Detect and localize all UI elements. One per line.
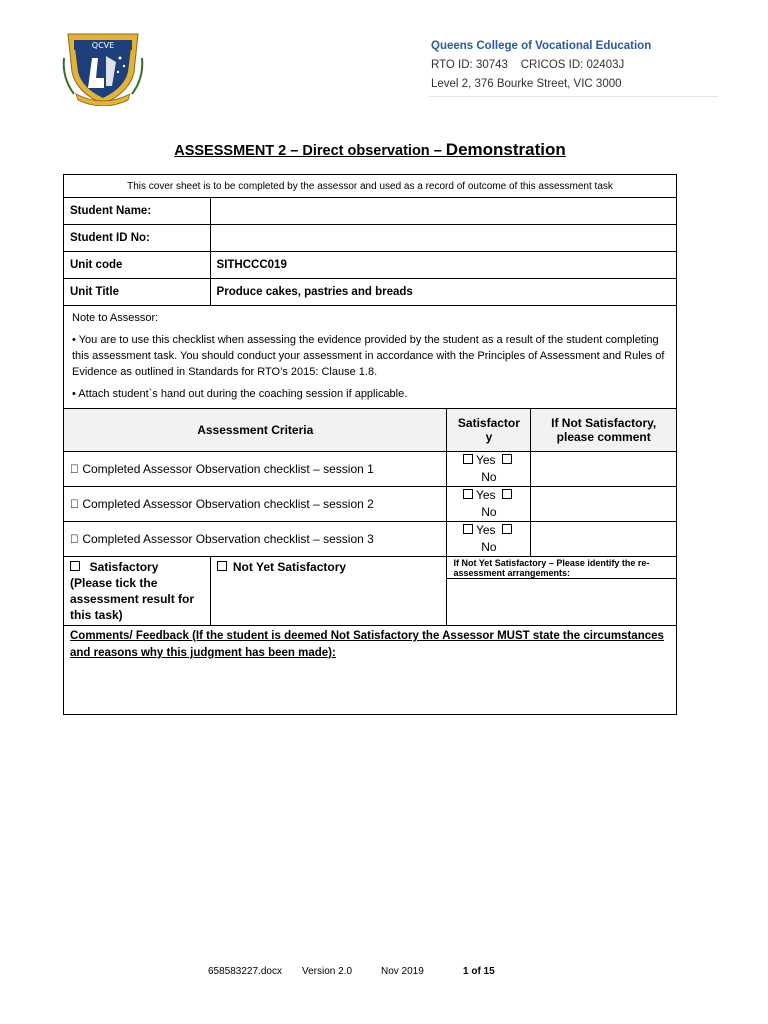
criteria-session-2[interactable]: Completed Assessor Observation checklist – session 2 [64,487,447,522]
instruction: (Please tick the assessment result for this task) [70,576,195,622]
no-label: No [481,470,497,484]
student-id-label: Student ID No: [64,225,211,252]
unit-title-label: Unit Title [64,279,211,306]
not-yet-label: Not Yet Satisfactory [232,560,347,574]
college-name: Queens College of Vocational Education [431,40,652,52]
col-header-satisfactory: Satisfactor y [447,409,531,452]
no-checkbox[interactable] [502,489,512,499]
criteria-session-3[interactable]: Completed Assessor Observation checklist – session 3 [64,522,447,557]
header-divider [428,96,718,97]
no-label: No [481,540,497,554]
title-prefix: ASSESSMENT 2 – Direct observation – [174,143,446,159]
note-bullet-2: • Attach student`s hand out during the coaching session if applicable. [72,388,408,400]
college-crest-logo [60,28,146,106]
title-emphasis: Demonstration [445,140,566,159]
assessment-cover-sheet [63,174,677,715]
yes-no-session-1 [447,452,531,487]
page-title [0,140,740,160]
college-address: Level 2, 376 Bourke Street, VIC 3000 [431,78,622,90]
not-yet-satisfactory-option[interactable] [210,557,447,626]
no-checkbox[interactable] [502,524,512,534]
comment-session-2[interactable] [531,487,677,522]
footer-filename: 658583227.docx [208,966,282,977]
criteria-row [64,522,677,557]
student-id-field[interactable] [210,225,676,252]
reassessment-label: If Not Yet Satisfactory – Please identify the re-assessment arrangements: [447,557,677,579]
col-header-comment: If Not Satisfactory, please comment [531,409,677,452]
note-bullet-1: • You are to use this checklist when assessing the evidence provided by the student as a result of the student completing this assessment task. You should conduct your assessment in accordance with the Principles of Assessment and Rules of Evidence as outlined in Standards for RTO’s 2015: Clause 1.8. [72,334,665,378]
footer-date: Nov 2019 [381,966,424,977]
satisfactory-checkbox[interactable] [70,561,80,571]
comments-label: Comments/ Feedback (If the student is deemed Not Satisfactory the Assessor MUST state the circumstances and reasons why this judgment has been made): [70,630,664,659]
unit-code-value: SITHCCC019 [210,252,676,279]
yes-no-session-3 [447,522,531,557]
yes-no-session-2 [447,487,531,522]
unit-code-label: Unit code [64,252,211,279]
yes-checkbox[interactable] [463,454,473,464]
not-yet-checkbox[interactable] [217,561,227,571]
criteria-row [64,452,677,487]
logo-text: QCVE [91,41,115,50]
note-to-assessor [64,306,677,409]
yes-label: Yes [475,453,496,467]
note-heading: Note to Assessor: [72,312,159,324]
no-checkbox[interactable] [502,454,512,464]
satisfactory-label: Satisfactory [89,560,159,574]
comments-feedback[interactable] [64,626,677,715]
comment-session-3[interactable] [531,522,677,557]
reassessment-field[interactable] [447,579,677,626]
college-details [431,37,651,94]
student-name-field[interactable] [210,198,676,225]
yes-label: Yes [475,523,496,537]
criteria-row [64,487,677,522]
yes-checkbox[interactable] [463,524,473,534]
col-header-criteria: Assessment Criteria [64,409,447,452]
college-ids: RTO ID: 30743 CRICOS ID: 02403J [431,59,625,71]
yes-checkbox[interactable] [463,489,473,499]
result-selection [64,557,211,626]
no-label: No [481,505,497,519]
cover-note: This cover sheet is to be completed by the assessor and used as a record of outcome of this assessment task [64,175,677,198]
satisfactory-option[interactable] [70,560,158,574]
footer-version: Version 2.0 [302,966,353,977]
student-name-label: Student Name: [64,198,211,225]
yes-label: Yes [475,488,496,502]
footer-page: 1 of 15 [463,966,495,977]
unit-title-value: Produce cakes, pastries and breads [210,279,676,306]
criteria-session-1[interactable]: Completed Assessor Observation checklist – session 1 [64,452,447,487]
comment-session-1[interactable] [531,452,677,487]
